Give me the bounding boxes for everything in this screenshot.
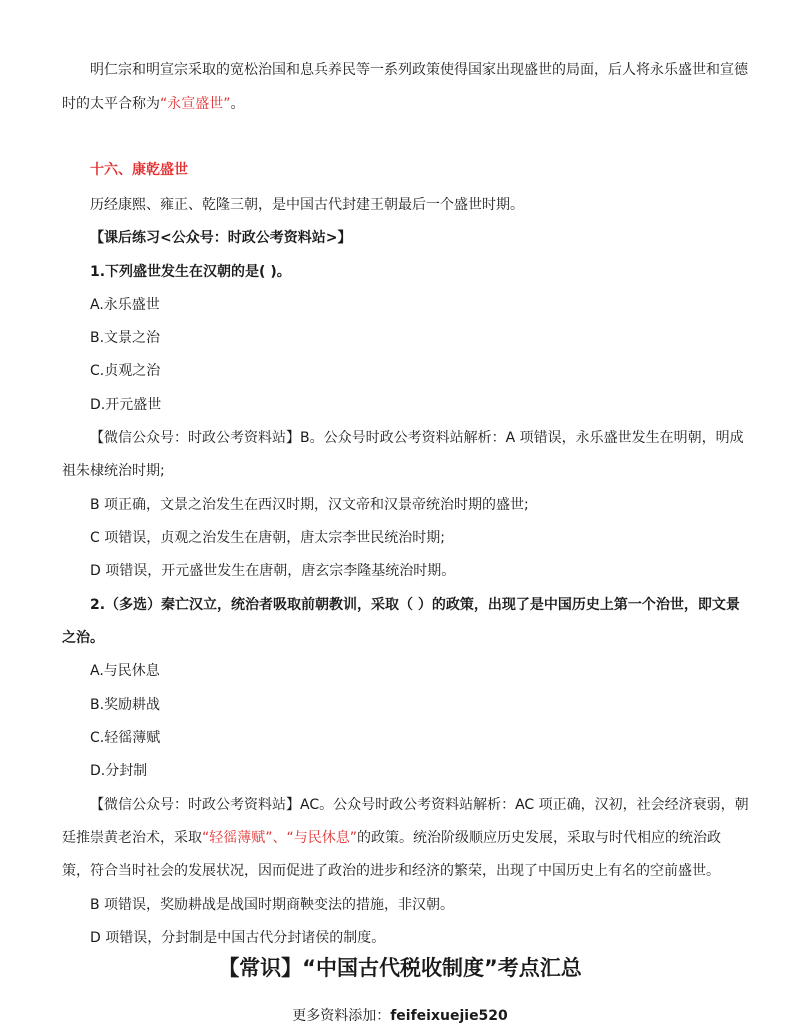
q2-explain-d: D 项错误，分封制是中国古代分封诸侯的制度。: [90, 930, 386, 946]
q1-option-d: D.开元盛世: [90, 397, 162, 413]
q1-explain-b: B 项正确，文景之治发生在西汉时期，汉文帝和汉景帝统治时期的盛世;: [90, 497, 529, 513]
footer-prefix: 更多资料添加：: [292, 1008, 391, 1024]
question-2-stem-line-2: 之治。: [62, 630, 104, 646]
q2-answer-line-1: 【微信公众号：时政公考资料站】AC。公众号时政公考资料站解析：AC 项正确，汉初，社会经济衰弱，朝: [90, 797, 749, 813]
q2-option-c: C.轻徭薄赋: [90, 730, 161, 746]
practice-title: 【课后练习<公众号：时政公考资料站>】: [90, 230, 352, 246]
q1-answer-line-1: 【微信公众号：时政公考资料站】B。公众号时政公考资料站解析：A 项错误，永乐盛世发生在明朝，明成: [90, 430, 744, 446]
section-heading: 十六、康乾盛世: [90, 162, 188, 178]
intro-text: 。: [230, 96, 245, 112]
q1-answer-line-2: 祖朱棣统治时期;: [62, 463, 165, 479]
q2-answer-line-2: [62, 828, 752, 848]
q2-answer-line-3: 策，符合当时社会的发展状况，因而促进了政治的进步和经济的繁荣，出现了中国历史上有名的空前盛世。: [62, 863, 720, 879]
q1-explain-c: C 项错误，贞观之治发生在唐朝，唐太宗李世民统治时期;: [90, 530, 445, 546]
q2-answer-text: 廷推崇黄老治术，采取: [62, 830, 202, 846]
q2-explain-b: B 项错误，奖励耕战是战国时期商鞅变法的措施，非汉朝。: [90, 897, 455, 913]
footer-contact: [0, 1006, 800, 1026]
q1-explain-d: D 项错误，开元盛世发生在唐朝，唐玄宗李隆基统治时期。: [90, 563, 456, 579]
question-1-stem: 1.下列盛世发生在汉朝的是( )。: [90, 264, 291, 280]
q2-answer-text: 的政策。统治阶级顺应历史发展，采取与时代相应的统治政: [357, 830, 722, 846]
q1-option-b: B.文景之治: [90, 330, 161, 346]
q2-option-d: D.分封制: [90, 763, 148, 779]
footer-id: feifeixuejie520: [390, 1008, 508, 1024]
intro-text: 明仁宗和明宣宗采取的宽松治国和息兵养民等一系列政策使得国家出现盛世的局面，后人将永乐盛世和宣德: [90, 62, 748, 78]
question-2-stem-line-1: 2.（多选）秦亡汉立，统治者吸取前朝教训，采取（ ）的政策，出现了是中国历史上第一个治世，即文景: [90, 597, 740, 613]
highlight-policies: “轻徭薄赋”、“与民休息”: [202, 830, 358, 846]
q1-option-c: C.贞观之治: [90, 363, 161, 379]
highlight-yongxuan: “永宣盛世”: [160, 96, 231, 112]
q2-option-b: B.奖励耕战: [90, 697, 161, 713]
q2-option-a: A.与民休息: [90, 663, 160, 679]
intro-text: 时的太平合称为: [62, 96, 160, 112]
next-section-title: 【常识】“中国古代税收制度”考点汇总: [218, 956, 582, 980]
intro-line-1: [90, 60, 750, 80]
q1-option-a: A.永乐盛世: [90, 297, 160, 313]
intro-line-2: [62, 94, 752, 114]
section-text: 历经康熙、雍正、乾隆三朝，是中国古代封建王朝最后一个盛世时期。: [90, 197, 524, 213]
